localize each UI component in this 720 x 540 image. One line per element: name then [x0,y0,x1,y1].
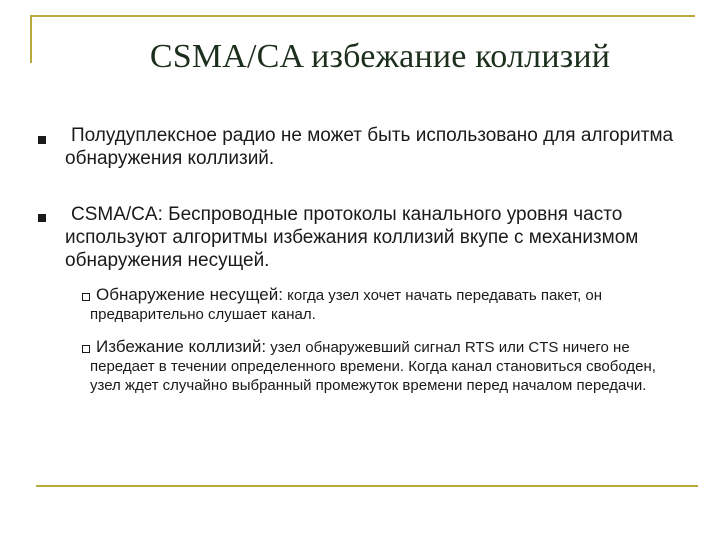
frame-top-line [30,15,695,17]
sub-bullet-text-2 [90,337,690,395]
bullet-text-1 [65,124,685,170]
sub-bullet-text-1 [90,285,690,324]
frame-bottom-line [36,485,698,487]
sub-bullet-1-content: когда узел хочет начать передавать пакет, он предварительно слушает канал. [90,287,603,323]
sub-bullet-hollow-square-icon [82,345,90,353]
sub-bullet-2-content: узел обнаружевший сигнал RTS или CTS ничего не передает в течении определенного времени. Когда канал становиться свободен, узел ждет случайно выбранный промежуток времени перед началом передачи. [90,339,656,394]
sub-bullet-hollow-square-icon [82,293,90,301]
bullet-square-icon [38,214,46,222]
bullet-square-icon [38,136,46,144]
slide-title: CSMA/CA избежание коллизий [149,38,611,75]
bullet-text-2-content: CSMA/CA: Беспроводные протоколы канального уровня часто используют алгоритмы избежания коллизий вкупе с механизмом обнаружения несущей. [65,204,639,271]
sub-bullet-1-lead: Обнаружение несущей: [96,285,283,304]
sub-bullet-2-lead: Избежание коллизий: [96,337,267,356]
bullet-text-1-content: Полудуплексное радио не может быть использовано для алгоритма обнаружения коллизий. [65,125,674,169]
bullet-text-2 [65,203,685,272]
